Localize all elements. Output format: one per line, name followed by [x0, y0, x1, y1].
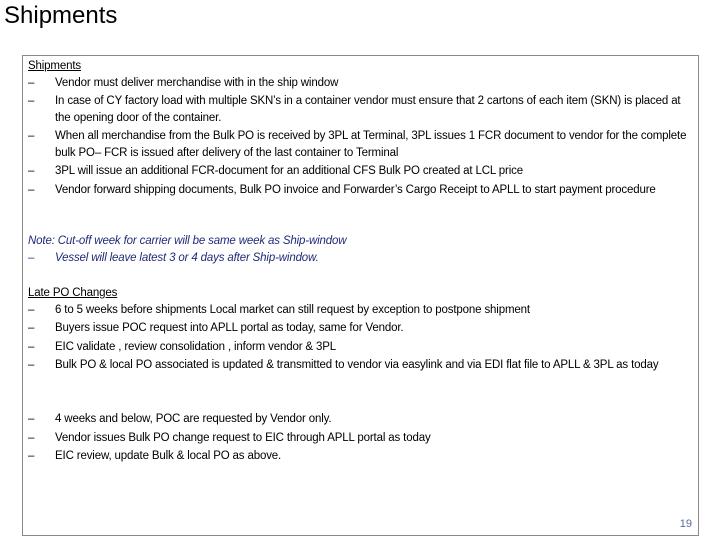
list-item-text: In case of CY factory load with multiple SKN’s in a container vendor must ensure that 2 cartons of each item (SKN) is placed at the opening door of the container. — [55, 95, 681, 124]
list-item — [28, 75, 688, 92]
list-item — [28, 250, 688, 267]
note-text: Note: Cut-off week for carrier will be same week as Ship-window — [28, 235, 347, 247]
list-item — [28, 411, 688, 428]
dash-bullet: – — [28, 95, 35, 107]
list-item-text: Buyers issue POC request into APLL portal as today, same for Vendor. — [55, 322, 404, 334]
list-item-text: Vessel will leave latest 3 or 4 days after Ship-window. — [55, 251, 319, 264]
list-item-text: Vendor forward shipping documents, Bulk PO invoice and Forwarder’s Cargo Receipt to APLL to start payment procedure — [55, 183, 656, 196]
list-item-text: 6 to 5 weeks before shipments Local market can still request by exception to postpone shipment — [55, 303, 530, 316]
list-item — [28, 128, 688, 161]
list-item-text: Vendor must deliver merchandise with in the ship window — [55, 76, 339, 89]
list-item — [28, 163, 688, 180]
list-item-text: 4 weeks and below, POC are requested by Vendor only. — [55, 413, 332, 425]
list-item — [28, 448, 688, 465]
list-item-text: Bulk PO & local PO associated is updated & transmitted to vendor via easylink and via EDI flat file to APLL & 3PL as today — [55, 359, 659, 371]
note-section — [28, 233, 688, 268]
dash-bullet: – — [28, 413, 35, 425]
dash-bullet: – — [28, 130, 35, 142]
dash-bullet: – — [28, 251, 35, 264]
list-item-text: EIC review, update Bulk & local PO as above. — [55, 450, 282, 462]
late-po-section-2 — [28, 411, 688, 467]
dash-bullet: – — [28, 165, 35, 177]
dash-bullet: – — [28, 76, 35, 89]
list-item — [28, 430, 688, 447]
list-item-text: Vendor issues Bulk PO change request to EIC through APLL portal as today — [55, 431, 431, 444]
dash-bullet: – — [28, 340, 35, 353]
shipments-section — [28, 58, 688, 200]
list-item — [28, 182, 688, 199]
section-heading: Late PO Changes — [28, 287, 118, 299]
dash-bullet: – — [28, 183, 35, 196]
dash-bullet: – — [28, 359, 35, 371]
list-item — [28, 93, 688, 126]
page-number: 19 — [679, 518, 692, 530]
dash-bullet: – — [28, 431, 35, 444]
list-item — [28, 339, 688, 356]
list-item — [28, 302, 688, 319]
list-item-text: EIC validate , review consolidation , inform vendor & 3PL — [55, 340, 337, 353]
list-item-text: 3PL will issue an additional FCR-document for an additional CFS Bulk PO created at LCL price — [55, 165, 523, 177]
list-item — [28, 357, 688, 374]
section-heading: Shipments — [28, 60, 81, 72]
list-item — [28, 320, 688, 337]
late-po-section — [28, 285, 688, 376]
list-item-text: When all merchandise from the Bulk PO is received by 3PL at Terminal, 3PL issues 1 FCR document to vendor for the complete bulk PO– FCR is issued after delivery of the last container to Terminal — [55, 130, 687, 159]
dash-bullet: – — [28, 322, 35, 334]
dash-bullet: – — [28, 303, 35, 316]
dash-bullet: – — [28, 450, 35, 462]
slide-title: Shipments — [4, 2, 118, 29]
